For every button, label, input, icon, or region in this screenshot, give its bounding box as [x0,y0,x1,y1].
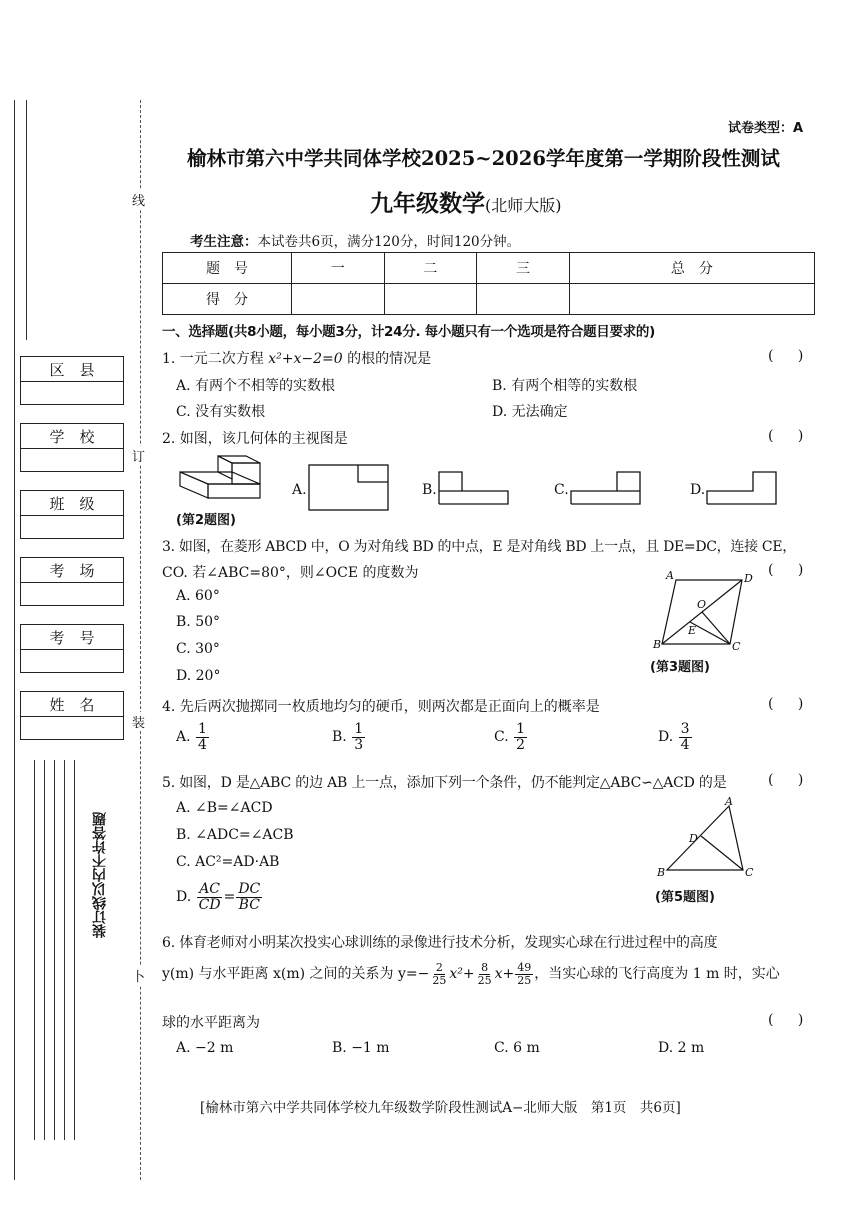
field-exam-room-blank[interactable] [21,583,123,605]
q5-point-c: C [745,866,754,879]
score-row-label: 得 分 [163,284,292,315]
q4-option-c-fraction [514,722,527,752]
q6-option-d[interactable]: D. 2 m [658,1040,705,1056]
q2-option-c[interactable]: C. [554,482,569,498]
field-exam-number-label: 考 号 [21,625,123,650]
q3-stem-line2: CO. 若∠ABC=80°，则∠OCE 的度数为 [162,565,419,581]
q3-point-a: A [666,569,674,582]
q3-option-a[interactable]: A. 60° [176,588,220,604]
q6-stem-line2 [162,962,780,986]
q6-answer-paren[interactable]: ( ) [768,1012,814,1028]
q5-caption: (第5题图) [655,890,715,905]
q5-option-d-equals: = [223,889,236,906]
q6-option-b[interactable]: B. −1 m [332,1040,390,1056]
q6-stem-line3: 球的水平距离为 [162,1015,260,1031]
score-cell-1[interactable] [292,284,385,315]
q6-term-x: x+ [494,966,515,983]
field-district-blank[interactable] [21,382,123,404]
q2-option-d-figure[interactable] [706,470,778,506]
score-cell-total[interactable] [569,284,814,315]
field-name-blank[interactable] [21,717,123,739]
fraction-numerator: 3 [680,721,690,737]
q3-point-d: D [744,572,753,585]
q4-option-b-fraction [352,722,365,752]
q2-option-c-figure[interactable] [570,470,642,506]
field-exam-room[interactable] [20,557,124,606]
q2-answer-paren[interactable]: ( ) [768,428,814,444]
q4-option-c-label: C. [494,729,509,746]
fraction-numerator: 1 [354,721,364,737]
q2-option-b-figure[interactable] [438,470,510,506]
q3-point-e: E [688,624,697,637]
binding-line-3 [34,760,35,1140]
q4-option-a[interactable] [176,722,210,752]
q2-option-d[interactable]: D. [690,482,706,498]
q4-option-b[interactable] [332,722,366,752]
binding-char-xian: 线 [132,190,145,209]
q5-option-d-fraction-2 [236,882,262,912]
q3-point-o: O [697,598,707,611]
q5-stem: 5. 如图，D 是△ABC 的边 AB 上一点，添加下列一个条件，仍不能判定△ABC∽△ACD 的是 [162,775,727,791]
q6-fraction-1 [430,962,448,986]
q2-caption: (第2题图) [176,513,236,528]
fraction-denominator: CD [198,896,221,913]
notice-label: 考生注意： [190,234,258,250]
q1-equation: x²+x−2=0 [268,351,343,367]
q5-option-b[interactable]: B. ∠ADC=∠ACB [176,827,294,843]
q3-stem-line1: 3. 如图，在菱形 ABCD 中，O 为对角线 BD 的中点，E 是对角线 BD 上一点，且 DE=DC，连接 CE， [162,539,796,555]
score-header-cell: 三 [477,253,570,284]
fraction-numerator: 8 [481,961,489,974]
score-cell-3[interactable] [477,284,570,315]
field-class-blank[interactable] [21,516,123,538]
binding-char-zhuang: 装 [132,712,145,731]
score-table [162,252,815,315]
section-1-title: 一、选择题(共8小题，每小题3分，计24分. 每小题只有一个选项是符合题目要求的) [162,324,655,340]
q3-option-c[interactable]: C. 30° [176,641,220,657]
field-class[interactable] [20,490,124,539]
q5-option-c[interactable]: C. AC²=AD·AB [176,854,280,870]
field-exam-number[interactable] [20,624,124,673]
q3-option-d[interactable]: D. 20° [176,668,221,684]
q4-option-d-fraction [679,722,692,752]
q3-caption: (第3题图) [650,660,710,675]
q6-term-x2: x²+ [449,966,475,983]
q4-option-c[interactable] [494,722,528,752]
q6-stem-line1: 6. 体育老师对小明某次投实心球训练的录像进行技术分析，发现实心球在行进过程中的高度 [162,935,718,951]
q6-option-c[interactable]: C. 6 m [494,1040,540,1056]
field-district[interactable] [20,356,124,405]
field-district-label: 区 县 [21,357,123,382]
q1-stem [162,348,431,368]
score-table-row [163,284,815,315]
q6-option-a[interactable]: A. −2 m [176,1040,234,1056]
fraction-denominator: BC [238,896,260,913]
q5-option-d-fraction-1 [197,882,223,912]
binding-line-2 [26,100,27,340]
q5-point-d: D [689,832,698,845]
q1-option-b[interactable]: B. 有两个相等的实数根 [492,378,638,394]
fraction-denominator: 25 [517,973,532,987]
subject-edition: (北师大版) [485,196,562,215]
binding-line-1 [14,100,15,1180]
fraction-numerator: DC [238,881,261,897]
score-table-row [163,253,815,284]
q2-option-a-figure[interactable] [308,464,390,512]
q4-stem: 4. 先后两次抛掷同一枚质地均匀的硬币，则两次都是正面向上的概率是 [162,699,600,715]
field-name[interactable] [20,691,124,740]
page-title: 榆林市第六中学共同体学校2025~2026学年度第一学期阶段性测试 [187,147,780,170]
binding-char-bu: 卜 [132,966,145,985]
binding-line-5 [54,760,55,1140]
q1-stem-a: 1. 一元二次方程 [162,351,269,367]
q5-option-d-label: D. [176,889,192,906]
field-exam-room-label: 考 场 [21,558,123,583]
q3-point-b: B [653,638,662,651]
notice-text: 本试卷共6页，满分120分，时间120分钟。 [257,234,521,250]
fraction-denominator: 4 [198,736,207,753]
field-school-blank[interactable] [21,449,123,471]
q1-option-a[interactable]: A. 有两个不相等的实数根 [176,378,336,394]
score-header-cell: 二 [384,253,477,284]
q4-option-d[interactable] [658,722,693,752]
q1-option-d[interactable]: D. 无法确定 [492,404,568,420]
q4-option-b-label: B. [332,729,347,746]
q6-fraction-3 [515,962,533,986]
field-name-label: 姓 名 [21,692,123,717]
paper-type: 试卷类型：A [728,121,804,136]
q5-option-d[interactable] [176,882,263,912]
score-header-cell: 题 号 [163,253,292,284]
fraction-numerator: 49 [517,961,532,974]
candidate-notice [190,230,520,250]
q2-solid-figure [174,450,266,506]
binding-warning: 装订线以内不许答题 [92,812,108,938]
q6-line2-b: ，当实心球的飞行高度为 1 m 时，实心 [534,966,780,983]
q5-point-b: B [657,866,666,879]
q3-point-c: C [732,640,741,652]
fraction-denominator: 25 [477,973,492,987]
fraction-denominator: 2 [516,736,526,753]
fraction-denominator: 25 [432,973,447,987]
score-cell-2[interactable] [384,284,477,315]
field-school-label: 学 校 [21,424,123,449]
q6-line2-a: y(m) 与水平距离 x(m) 之间的关系为 y=− [162,966,430,983]
q5-answer-paren[interactable]: ( ) [768,772,814,788]
q2-stem: 2. 如图，该几何体的主视图是 [162,431,348,447]
score-header-cell: 总 分 [569,253,814,284]
q1-option-c[interactable]: C. 没有实数根 [176,404,266,420]
fraction-numerator: 1 [198,721,207,737]
q5-point-a: A [725,796,733,808]
field-school[interactable] [20,423,124,472]
q3-option-b[interactable]: B. 50° [176,614,221,630]
page-footer: [榆林市第六中学共同体学校九年级数学阶段性测试A−北师大版 第1页 共6页] [200,1100,681,1116]
q3-answer-paren[interactable]: ( ) [768,562,814,578]
subject-name: 九年级数学 [370,191,485,217]
q4-answer-paren[interactable]: ( ) [768,696,814,712]
q6-fraction-2 [476,962,494,986]
field-class-label: 班 级 [21,491,123,516]
q4-option-d-label: D. [658,729,674,746]
q2-option-b[interactable]: B. [422,482,437,498]
q4-option-a-fraction [196,722,209,752]
fraction-denominator: 3 [354,736,364,753]
binding-line-6 [64,760,65,1140]
q3-rhombus-figure [650,568,760,652]
q4-option-a-label: A. [176,729,191,746]
fraction-numerator: 1 [516,721,526,737]
score-header-cell: 一 [292,253,385,284]
q1-stem-b: 的根的情况是 [342,351,432,367]
binding-line-4 [44,760,45,1140]
fraction-numerator: AC [199,881,221,897]
q1-answer-paren[interactable]: ( ) [768,348,814,364]
fraction-denominator: 4 [680,736,690,753]
subject-heading [370,185,562,218]
field-exam-number-blank[interactable] [21,650,123,672]
dashed-binding-line [140,100,142,1180]
q5-option-a[interactable]: A. ∠B=∠ACD [176,800,273,816]
binding-char-ding: 订 [132,446,145,465]
q2-option-a[interactable]: A. [292,482,307,498]
fraction-numerator: 2 [435,961,443,974]
binding-line-7 [74,760,75,1140]
q5-triangle-figure [655,796,760,882]
